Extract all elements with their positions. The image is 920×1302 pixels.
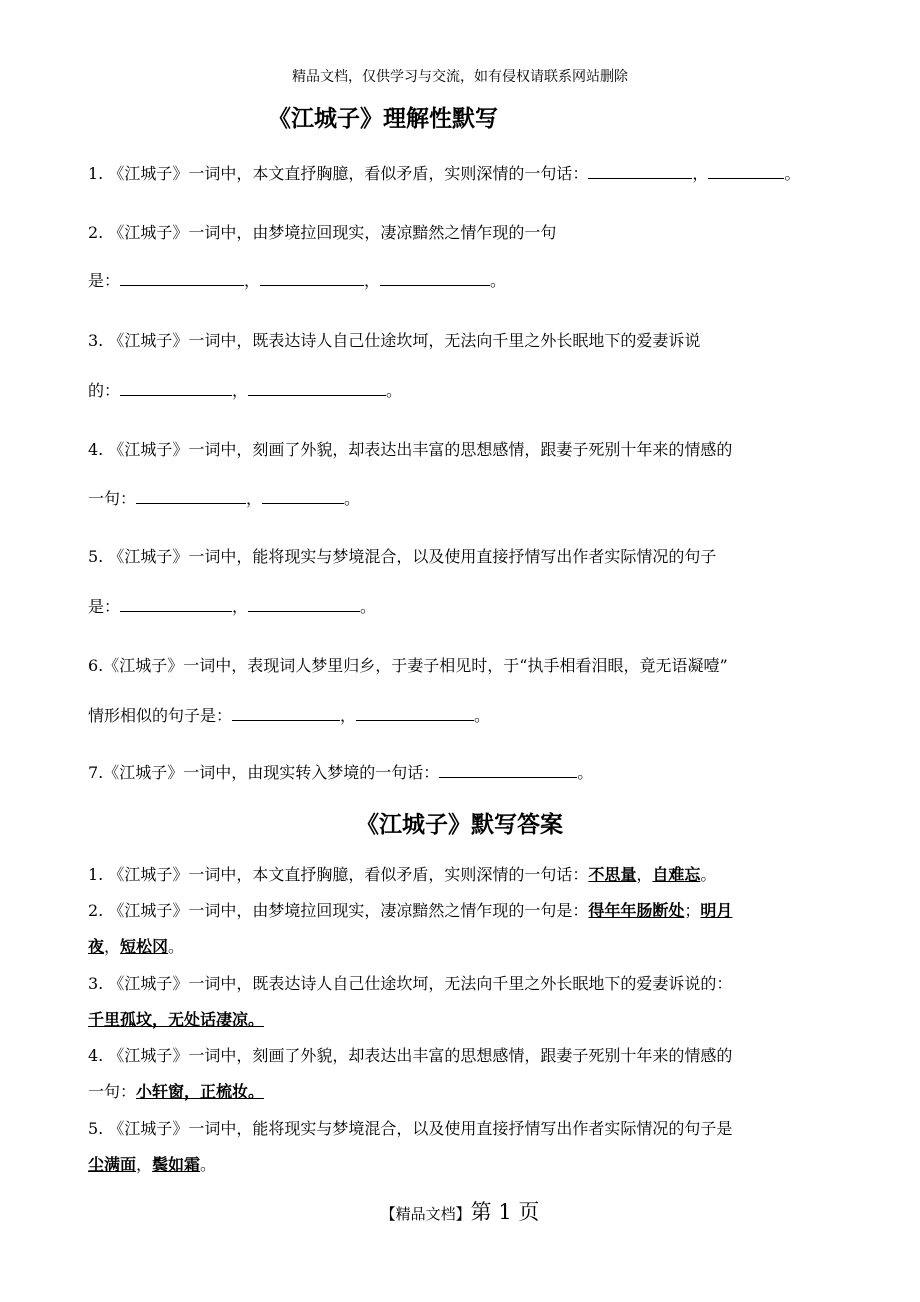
question-1 bbox=[88, 164, 800, 184]
answer-value: 得年年肠断处 bbox=[588, 901, 685, 920]
punct: 。 bbox=[784, 164, 801, 183]
question-2-text: 是： bbox=[88, 271, 121, 290]
blank bbox=[708, 164, 784, 179]
question-6-text: 情形相似的句子是： bbox=[88, 706, 233, 725]
punct: ； bbox=[684, 901, 701, 920]
punct: ， bbox=[104, 937, 121, 956]
punct: 。 bbox=[490, 271, 507, 290]
answer-5-line1: 5. 《江城子》一词中，能将现实与梦境混合，以及使用直接抒情写出作者实际情况的句子是 bbox=[88, 1119, 733, 1138]
answer-value: 鬓如霜 bbox=[152, 1155, 201, 1174]
blank bbox=[260, 271, 364, 286]
page-number: 第 1 页 bbox=[470, 1200, 540, 1224]
punct: ， bbox=[244, 271, 261, 290]
question-4-line1: 4. 《江城子》一词中，刻画了外貌，却表达出丰富的思想感情，跟妻子死别十年来的情感的 bbox=[88, 440, 733, 459]
answer-1-text: 1. 《江城子》一词中，本文直抒胸臆，看似矛盾，实则深情的一句话： bbox=[88, 865, 589, 884]
answer-value: 夜 bbox=[88, 937, 105, 956]
blank bbox=[120, 271, 244, 286]
question-4-text: 一句： bbox=[88, 489, 137, 508]
question-1-text: 1. 《江城子》一词中，本文直抒胸臆，看似矛盾，实则深情的一句话： bbox=[88, 164, 589, 183]
punct: 。 bbox=[344, 489, 361, 508]
answer-value: 明月 bbox=[700, 901, 733, 920]
punct: ， bbox=[340, 706, 357, 725]
blank bbox=[356, 706, 474, 721]
punct: ， bbox=[232, 597, 249, 616]
title-dictation: 《江城子》理解性默写 bbox=[268, 106, 498, 132]
question-3-line1: 3. 《江城子》一词中，既表达诗人自己仕途坎坷，无法向千里之外长眠地下的爱妻诉说 bbox=[88, 331, 701, 350]
punct: 。 bbox=[200, 1155, 217, 1174]
answer-3-line2 bbox=[88, 1010, 264, 1030]
blank bbox=[232, 706, 340, 721]
answer-2-line1 bbox=[88, 901, 732, 921]
punct: ， bbox=[692, 164, 709, 183]
blank bbox=[262, 489, 344, 504]
blank bbox=[120, 381, 232, 396]
punct: ， bbox=[232, 381, 249, 400]
answer-value: 短松冈 bbox=[120, 937, 169, 956]
question-5-line2 bbox=[88, 597, 376, 617]
punct: 。 bbox=[386, 381, 403, 400]
question-7-text: 7.《江城子》一词中，由现实转入梦境的一句话： bbox=[88, 763, 440, 782]
punct: 。 bbox=[360, 597, 377, 616]
answer-2-line2 bbox=[88, 937, 184, 957]
punct: ， bbox=[364, 271, 381, 290]
punct: 。 bbox=[700, 865, 717, 884]
question-5-text: 是： bbox=[88, 597, 121, 616]
punct: 。 bbox=[577, 763, 594, 782]
question-2-line1: 2. 《江城子》一词中，由梦境拉回现实，凄凉黯然之情乍现的一句 bbox=[88, 223, 557, 242]
question-7 bbox=[88, 763, 593, 783]
blank bbox=[248, 597, 360, 612]
punct: 。 bbox=[168, 937, 185, 956]
question-3-text: 的： bbox=[88, 381, 121, 400]
blank bbox=[248, 381, 386, 396]
punct: ， bbox=[636, 865, 653, 884]
header-note: 精品文档，仅供学习与交流，如有侵权请联系网站删除 bbox=[292, 69, 628, 85]
blank bbox=[380, 271, 490, 286]
answer-2-text: 2. 《江城子》一词中，由梦境拉回现实，凄凉黯然之情乍现的一句是： bbox=[88, 901, 589, 920]
blank bbox=[439, 763, 577, 778]
answer-5-line2 bbox=[88, 1155, 216, 1175]
blank bbox=[120, 597, 232, 612]
answer-4-line2 bbox=[88, 1082, 264, 1102]
blank bbox=[588, 164, 692, 179]
answer-value: 尘满面 bbox=[88, 1155, 137, 1174]
blank bbox=[136, 489, 246, 504]
answer-1 bbox=[88, 865, 716, 885]
answer-4-text: 一句： bbox=[88, 1082, 137, 1101]
punct: ， bbox=[246, 489, 263, 508]
question-6-line2 bbox=[88, 706, 490, 726]
answer-value: 自难忘 bbox=[652, 865, 701, 884]
question-4-line2 bbox=[88, 489, 360, 509]
page-footer bbox=[0, 1196, 920, 1226]
answer-value: 千里孤坟，无处话凄凉。 bbox=[88, 1010, 265, 1029]
title-answers: 《江城子》默写答案 bbox=[356, 812, 563, 838]
answer-4-line1: 4. 《江城子》一词中，刻画了外貌，却表达出丰富的思想感情，跟妻子死别十年来的情感的 bbox=[88, 1046, 733, 1065]
answer-value: 小轩窗，正梳妆。 bbox=[136, 1082, 265, 1101]
punct: ， bbox=[136, 1155, 153, 1174]
answer-value: 不思量 bbox=[588, 865, 637, 884]
answer-3-line1: 3. 《江城子》一词中，既表达诗人自己仕途坎坷，无法向千里之外长眠地下的爱妻诉说的： bbox=[88, 974, 733, 993]
question-2-line2 bbox=[88, 271, 506, 291]
question-5-line1: 5. 《江城子》一词中，能将现实与梦境混合，以及使用直接抒情写出作者实际情况的句子 bbox=[88, 547, 717, 566]
punct: 。 bbox=[474, 706, 491, 725]
question-3-line2 bbox=[88, 381, 402, 401]
question-6-line1: 6.《江城子》一词中，表现词人梦里归乡，于妻子相见时，于“执手相看泪眼，竟无语凝噎” bbox=[88, 656, 728, 675]
footer-label: 【精品文档】 bbox=[380, 1205, 471, 1223]
